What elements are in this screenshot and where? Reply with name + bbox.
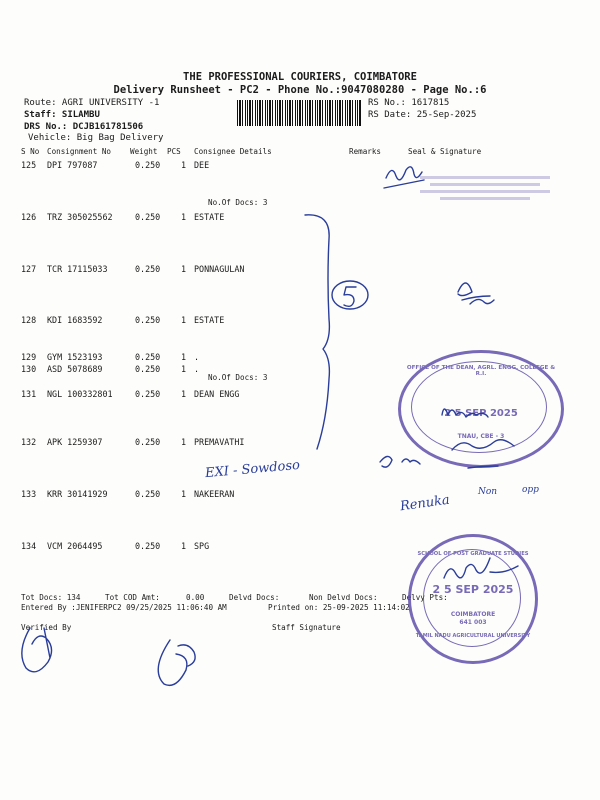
pg-school-stamp	[408, 534, 538, 664]
initials-mark	[380, 456, 420, 467]
signature-row-128	[458, 283, 494, 304]
row-consignee: SPG	[194, 541, 210, 551]
row-weight: 0.250	[135, 264, 161, 274]
row-weight: 0.250	[135, 352, 161, 362]
pg-stamp-text: SCHOOL OF POST GRADUATE STUDIES	[417, 551, 529, 557]
non-delivered-docs: Non Delvd Docs:	[309, 593, 378, 602]
pg-stamp-pin: 641 003	[459, 619, 487, 626]
row-sno: 131	[21, 389, 37, 399]
row-pcs: 1	[181, 489, 187, 499]
col-weight: Weight	[130, 147, 158, 156]
row-pcs: 1	[181, 364, 187, 374]
row-pcs: 1	[181, 264, 187, 274]
entered-by: Entered By :JENIFERPC2 09/25/2025 11:06:40 AM	[21, 603, 227, 612]
row-weight: 0.250	[135, 160, 161, 170]
row-pcs: 1	[181, 541, 187, 551]
staff-label: Staff: SILAMBU	[24, 110, 100, 120]
row-weight: 0.250	[135, 489, 161, 499]
drs-number: DRS No.: DCJB161781506	[24, 122, 144, 132]
pg-stamp-text-2: TAMIL NADU AGRICULTURAL UNIVERSITY	[415, 633, 531, 639]
row-pcs: 1	[181, 437, 187, 447]
row-pcs: 1	[181, 315, 187, 325]
route-label: Route: AGRI UNIVERSITY -1	[24, 98, 160, 108]
row-sno: 130	[21, 364, 37, 374]
row-consignee: DEAN ENGG	[194, 389, 240, 399]
row-consignment-number: KDI 1683592	[47, 315, 103, 325]
row-consignment-number: GYM 1523193	[47, 352, 103, 362]
dean-stamp-text: OFFICE OF THE DEAN, AGRL. ENGG. COLLEGE & R.I.	[406, 365, 556, 377]
col-consignment: Consignment No	[47, 147, 112, 156]
docs-count-note: No.Of Docs: 3	[208, 198, 268, 207]
row-sno: 134	[21, 541, 37, 551]
row-pcs: 1	[181, 389, 187, 399]
row-consignment-number: VCM 2064495	[47, 541, 103, 551]
brace-mark	[305, 215, 329, 449]
vehicle-label: Vehicle: Big Bag Delivery	[28, 133, 164, 143]
row-consignee: NAKEERAN	[194, 489, 235, 499]
row-consignee: ESTATE	[194, 315, 225, 325]
row-sno: 126	[21, 212, 37, 222]
row-consignee: .	[194, 352, 200, 362]
row-consignment-number: NGL 100332801	[47, 389, 113, 399]
rs-number: RS No.: 1617815	[368, 98, 450, 108]
handwritten-note-opp: opp	[522, 485, 539, 495]
row-weight: 0.250	[135, 364, 161, 374]
row-consignment-number: DPI 797087	[47, 160, 98, 170]
col-consignee: Consignee Details	[194, 147, 272, 156]
faint-rect-stamp	[420, 172, 550, 210]
dean-stamp-place: TNAU, CBE - 3	[457, 433, 505, 440]
verified-by-label: Verified By	[21, 623, 72, 632]
row-weight: 0.250	[135, 212, 161, 222]
delivery-points: Delvy Pts:	[402, 593, 448, 602]
row-consignee: .	[194, 364, 200, 374]
row-pcs: 1	[181, 160, 187, 170]
pg-stamp-city: COIMBATORE	[450, 611, 496, 618]
total-cod-label: Tot COD Amt:	[105, 593, 160, 602]
row-consignment-number: TCR 17115033	[47, 264, 108, 274]
row-consignment-number: KRR 30141929	[47, 489, 108, 499]
pg-stamp-date: 2 5 SEP 2025	[432, 583, 514, 596]
printed-on: Printed on: 25-09-2025 11:14:02	[268, 603, 410, 612]
barcode	[237, 100, 362, 126]
total-cod-value: 0.00	[186, 593, 205, 602]
row-weight: 0.250	[135, 389, 161, 399]
handwritten-note-non: Non	[478, 487, 498, 497]
delivered-docs: Delvd Docs:	[229, 593, 280, 602]
row-weight: 0.250	[135, 315, 161, 325]
signature-staff	[158, 640, 195, 685]
row-sno: 127	[21, 264, 37, 274]
handwritten-note-exi: EXI - Sowdoso	[204, 457, 301, 482]
row-sno: 133	[21, 489, 37, 499]
runsheet-subtitle: Delivery Runsheet - PC2 - Phone No.:9047080280 - Page No.:6	[113, 84, 487, 96]
row-consignment-number: ASD 5078689	[47, 364, 103, 374]
rs-date: RS Date: 25-Sep-2025	[368, 110, 477, 120]
circled-number	[332, 281, 368, 309]
row-weight: 0.250	[135, 437, 161, 447]
company-title: THE PROFESSIONAL COURIERS, COIMBATORE	[183, 71, 417, 83]
col-remarks: Remarks	[349, 147, 382, 156]
col-pcs: PCS	[167, 147, 181, 156]
row-consignee: PONNAGULAN	[194, 264, 245, 274]
row-sno: 129	[21, 352, 37, 362]
row-sno: 132	[21, 437, 37, 447]
col-sno: S No	[21, 147, 40, 156]
col-seal: Seal & Signature	[408, 147, 482, 156]
signature-verified-by	[22, 628, 52, 672]
dean-stamp-date: 2 5 SEP 2025	[444, 408, 518, 419]
row-consignment-number: TRZ 305025562	[47, 212, 113, 222]
row-consignee: ESTATE	[194, 212, 225, 222]
docs-count-note: No.Of Docs: 3	[208, 373, 268, 382]
total-docs: Tot Docs: 134	[21, 593, 81, 602]
row-weight: 0.250	[135, 541, 161, 551]
row-consignee: PREMAVATHI	[194, 437, 245, 447]
row-sno: 125	[21, 160, 37, 170]
row-consignment-number: APK 1259307	[47, 437, 103, 447]
dean-office-stamp	[398, 350, 564, 468]
signature-dee	[386, 167, 422, 180]
staff-signature-label: Staff Signature	[272, 623, 341, 632]
row-pcs: 1	[181, 212, 187, 222]
row-sno: 128	[21, 315, 37, 325]
row-consignee: DEE	[194, 160, 210, 170]
handwritten-note-renuka: Renuka	[399, 492, 451, 515]
row-pcs: 1	[181, 352, 187, 362]
